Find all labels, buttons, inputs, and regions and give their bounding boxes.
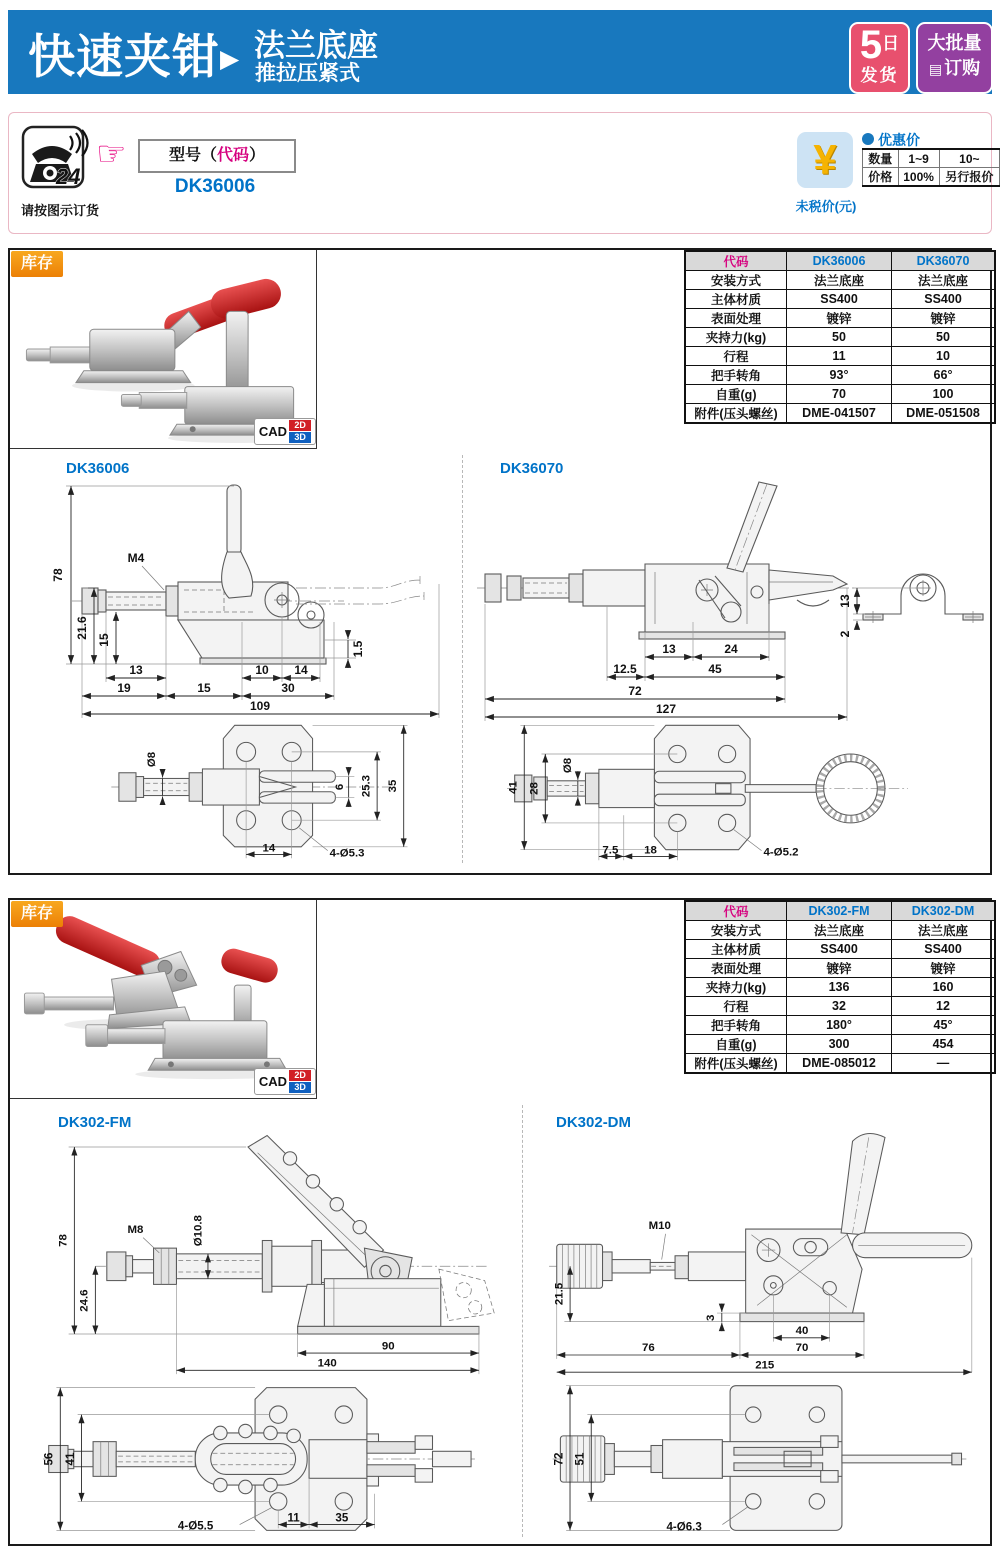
- drawing-separator-2: [522, 1105, 523, 1537]
- dk36006-front-drawing: [24, 472, 454, 720]
- spec2-r2-label: 表面处理: [685, 959, 787, 978]
- spec1-r1-label: 主体材质: [685, 290, 787, 309]
- spec1-r3-label: 夹持力(kg): [685, 328, 787, 347]
- clamp-photo-1: [13, 254, 313, 444]
- header-subtitle-2: 推拉压紧式: [255, 62, 360, 85]
- spec2-r5-v2: 45°: [892, 1016, 996, 1035]
- ship-badge-text: 发货: [860, 66, 899, 85]
- spec2-code-2[interactable]: DK302-DM: [892, 901, 996, 921]
- spec2-r1-v1: SS400: [787, 940, 892, 959]
- bulk-order-icon: ▤: [928, 61, 943, 77]
- dim36070-bracket-t: 2: [838, 630, 852, 638]
- spec1-r6-v1: 70: [787, 385, 892, 404]
- dim36006b-hole-h: 14: [262, 842, 276, 855]
- dim36006-w6: 30: [281, 681, 295, 695]
- model-code-value: DK36006: [174, 176, 256, 197]
- dim302dm-h2: 3: [705, 1314, 718, 1321]
- dim302fmb-hole-v: 41: [64, 1452, 77, 1466]
- model-box-code-word: 代码: [216, 147, 249, 164]
- dim36006-h2: 15: [97, 633, 111, 647]
- qty-label: 数量: [863, 149, 899, 168]
- spec1-code-2[interactable]: DK36070: [892, 251, 996, 271]
- model-box-suffix: ）: [249, 147, 266, 164]
- product-photo-1: [10, 250, 317, 449]
- ship-days-number: 5: [859, 23, 883, 67]
- product-photo-2: [10, 900, 317, 1099]
- dim36006b-rod-dia: Ø8: [145, 751, 158, 768]
- spec2-header-label: 代码: [685, 901, 787, 921]
- dim302dm-w1: 40: [795, 1325, 809, 1338]
- spec2-r7-label: 附件(压头螺丝): [685, 1054, 787, 1074]
- spec1-header-label: 代码: [685, 251, 787, 271]
- dim302dm-w2: 76: [641, 1342, 655, 1355]
- dim36070-w4: 45: [708, 662, 722, 676]
- spec2-r6-label: 自重(g): [685, 1035, 787, 1054]
- order-by-diagram-note: 请按图示订货: [20, 203, 99, 218]
- dim36070-w1: 13: [662, 642, 676, 656]
- dim302dm-thread: M10: [648, 1220, 671, 1233]
- dim36006-plate-t: 1.5: [351, 640, 365, 658]
- discount-label-text: 优惠价: [878, 132, 920, 148]
- page-header: [8, 10, 992, 94]
- model-box-prefix: 型号（: [168, 147, 217, 164]
- discount-dot-icon: [862, 133, 874, 145]
- dim302fmb-w2: 35: [335, 1512, 349, 1525]
- dim302dm-w-total: 215: [755, 1359, 775, 1372]
- dim302fm-h1: 24.6: [78, 1289, 91, 1312]
- product-block-1: [8, 248, 992, 875]
- dim36070b-rod-dia: Ø8: [562, 757, 575, 774]
- dim302fm-thread: M8: [127, 1223, 144, 1236]
- dim36070-w5: 72: [628, 684, 642, 698]
- price-label: 价格: [863, 168, 899, 187]
- spec1-r5-label: 把手转角: [685, 366, 787, 385]
- drawing-label-dk36070: DK36070: [500, 460, 564, 477]
- ship-5day-badge: [849, 22, 910, 94]
- spec1-r3-v2: 50: [892, 328, 996, 347]
- cad-2d-button-2[interactable]: 2D: [289, 1070, 311, 1081]
- drawing-label-dk36006: DK36006: [66, 460, 130, 477]
- product-block-2: [8, 898, 992, 1546]
- dim36006-w2: 10: [255, 663, 269, 677]
- dim36070-bracket-h: 13: [838, 594, 852, 608]
- spec1-r6-label: 自重(g): [685, 385, 787, 404]
- dk36070-bottom-drawing: [492, 710, 922, 865]
- model-code-box: [138, 139, 296, 173]
- header-subtitle-1: 法兰底座: [254, 28, 378, 63]
- cad-2d-button[interactable]: 2D: [289, 420, 311, 431]
- spec1-r0-v2: 法兰底座: [892, 271, 996, 290]
- dim36006b-slot: 6: [333, 783, 346, 791]
- spec2-r7-v1: DME-085012: [787, 1054, 892, 1074]
- drawing-label-dk302fm: DK302-FM: [58, 1114, 132, 1131]
- dim36006-w-total: 109: [249, 699, 271, 713]
- dim36006b-holes: 4-Ø5.3: [329, 847, 365, 860]
- spec2-r6-v2: 454: [892, 1035, 996, 1054]
- dim302fm-rod-dia: Ø10.8: [192, 1215, 205, 1247]
- dim302dmb-holes: 4-Ø6.3: [666, 1521, 702, 1534]
- dim302fm-w-total: 140: [317, 1357, 337, 1370]
- spec1-r2-v1: 镀锌: [787, 309, 892, 328]
- bulk-badge-line1: 大批量: [927, 33, 982, 53]
- spec1-r4-v1: 11: [787, 347, 892, 366]
- page-title: 快速夹钳: [28, 30, 220, 83]
- dim36006-h1: 21.6: [75, 616, 89, 640]
- dim302dmb-plate-h: 72: [553, 1452, 566, 1466]
- dk36070-front-drawing: [467, 472, 987, 722]
- dim302dm-h1: 21.5: [553, 1282, 566, 1306]
- dim36006-w4: 19: [117, 681, 131, 695]
- cad-3d-button-2[interactable]: 3D: [289, 1082, 311, 1093]
- dim36006-thread: M4: [127, 551, 145, 565]
- dim36006-w3: 14: [294, 663, 308, 677]
- spec1-r5-v2: 66°: [892, 366, 996, 385]
- yen-price-icon: ¥: [797, 132, 853, 188]
- dim36070b-plate-h: 41: [507, 781, 520, 794]
- dim36070-w2: 24: [724, 642, 738, 656]
- bulk-order-badge: [916, 22, 993, 94]
- spec2-r1-v2: SS400: [892, 940, 996, 959]
- spec1-r0-label: 安装方式: [685, 271, 787, 290]
- cad-badge-2[interactable]: [254, 1068, 316, 1095]
- spec2-r5-v1: 180°: [787, 1016, 892, 1035]
- drawing-separator-1: [462, 455, 463, 863]
- dim36006b-hole-v: 25.3: [360, 774, 373, 798]
- qty-range-2: 10~: [939, 149, 999, 168]
- spec-table-2: [684, 900, 996, 1074]
- arrow-icon: ▶: [220, 45, 240, 73]
- spec1-r0-v1: 法兰底座: [787, 271, 892, 290]
- phone-24h-icon: [20, 124, 92, 196]
- dim36006-w5: 15: [197, 681, 211, 695]
- dim302dmb-hole-v: 51: [574, 1452, 587, 1466]
- spec1-r1-v1: SS400: [787, 290, 892, 309]
- discount-price-label: [862, 130, 920, 150]
- dim36070-w-total: 127: [655, 702, 677, 716]
- spec2-r1-label: 主体材质: [685, 940, 787, 959]
- dk302fm-bottom-drawing: [27, 1378, 487, 1540]
- dim36070b-w1: 7.5: [602, 844, 619, 857]
- dim36006-h-total: 78: [51, 568, 65, 582]
- phone-24-label: 24: [56, 164, 81, 189]
- stock-badge-2: 库存: [11, 901, 63, 927]
- spec2-r3-v1: 136: [787, 978, 892, 997]
- dk36006-bottom-drawing: [97, 712, 437, 862]
- spec1-r7-label: 附件(压头螺丝): [685, 404, 787, 424]
- spec2-r0-v2: 法兰底座: [892, 921, 996, 940]
- dim36070b-holes: 4-Ø5.2: [763, 846, 799, 859]
- cad-label-2: CAD: [258, 1074, 288, 1089]
- spec1-r7-v1: DME-041507: [787, 404, 892, 424]
- spec2-code-1[interactable]: DK302-FM: [787, 901, 892, 921]
- spec2-r5-label: 把手转角: [685, 1016, 787, 1035]
- spec2-r0-label: 安装方式: [685, 921, 787, 940]
- cad-label: CAD: [258, 424, 288, 439]
- dim302fmb-plate-h: 56: [43, 1452, 56, 1466]
- spec-table-1: [684, 250, 996, 424]
- spec2-r7-v2: —: [892, 1054, 996, 1074]
- dk302dm-front-drawing: [527, 1126, 992, 1376]
- tax-note: 未税价(元): [795, 199, 857, 214]
- stock-badge-1: 库存: [11, 251, 63, 277]
- spec2-r2-v1: 镀锌: [787, 959, 892, 978]
- spec1-r2-v2: 镀锌: [892, 309, 996, 328]
- dim302fmb-holes: 4-Ø5.5: [177, 1520, 214, 1533]
- dim36070b-w2: 18: [644, 844, 657, 857]
- dim302dm-w3: 70: [795, 1342, 809, 1355]
- dim36006b-plate-h: 35: [387, 779, 400, 793]
- ship-days-unit: 日: [882, 34, 900, 54]
- cad-3d-button[interactable]: 3D: [289, 432, 311, 443]
- spec2-r3-v2: 160: [892, 978, 996, 997]
- qty-range-1: 1~9: [898, 149, 939, 168]
- spec1-r5-v1: 93°: [787, 366, 892, 385]
- quantity-price-table: [862, 148, 1000, 187]
- cad-badge-1[interactable]: [254, 418, 316, 445]
- price-value-2: 另行报价: [939, 168, 999, 187]
- clamp-photo-2: [13, 904, 313, 1094]
- spec1-r3-v1: 50: [787, 328, 892, 347]
- spec2-r4-v2: 12: [892, 997, 996, 1016]
- dim302fm-w1: 90: [381, 1340, 395, 1353]
- bulk-badge-line2: 订购: [944, 58, 981, 78]
- dk302fm-front-drawing: [27, 1126, 512, 1376]
- spec1-r6-v2: 100: [892, 385, 996, 404]
- spec1-r1-v2: SS400: [892, 290, 996, 309]
- pointing-hand-icon: ☞: [96, 135, 127, 173]
- spec1-r2-label: 表面处理: [685, 309, 787, 328]
- spec2-r4-v1: 32: [787, 997, 892, 1016]
- spec2-r2-v2: 镀锌: [892, 959, 996, 978]
- spec2-r4-label: 行程: [685, 997, 787, 1016]
- drawing-label-dk302dm: DK302-DM: [556, 1114, 632, 1131]
- dim36070b-hole-v: 28: [528, 782, 541, 795]
- spec2-r0-v1: 法兰底座: [787, 921, 892, 940]
- spec1-r7-v2: DME-051508: [892, 404, 996, 424]
- spec2-r6-v1: 300: [787, 1035, 892, 1054]
- spec1-r4-label: 行程: [685, 347, 787, 366]
- dk302dm-bottom-drawing: [537, 1378, 982, 1540]
- dim36006-w1: 13: [129, 663, 143, 677]
- dim36070-w3: 12.5: [613, 662, 637, 676]
- spec1-code-1[interactable]: DK36006: [787, 251, 892, 271]
- spec2-r3-label: 夹持力(kg): [685, 978, 787, 997]
- dim302fm-h-total: 78: [57, 1234, 70, 1247]
- dim302fmb-w1: 11: [287, 1512, 300, 1525]
- spec1-r4-v2: 10: [892, 347, 996, 366]
- price-value-1: 100%: [898, 168, 939, 187]
